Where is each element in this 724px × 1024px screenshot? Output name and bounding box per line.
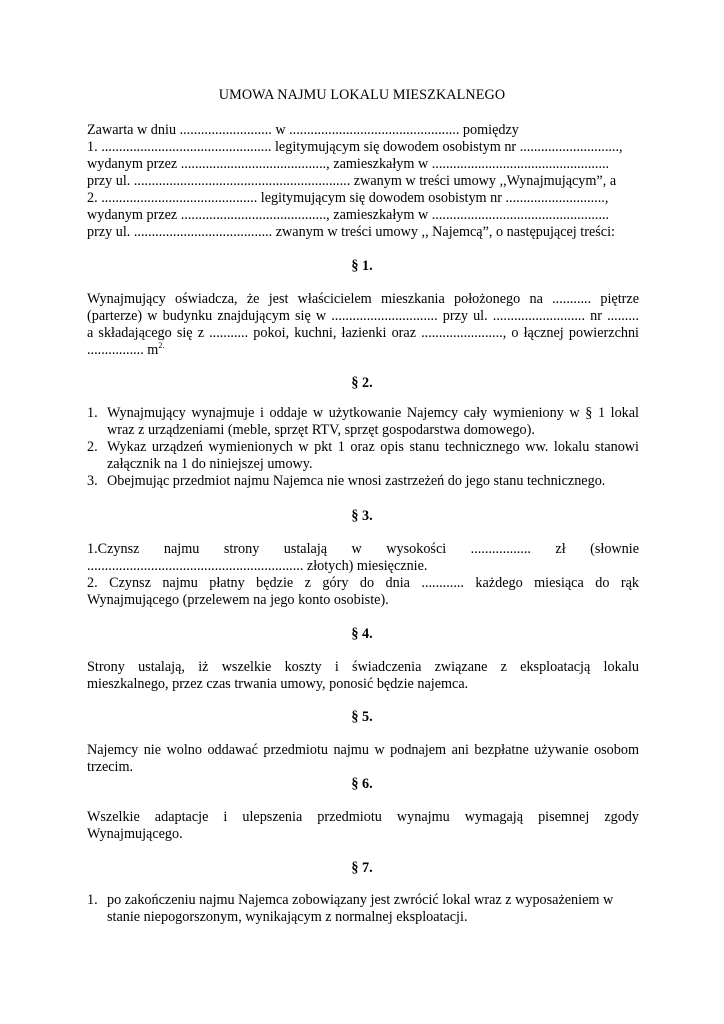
section-6-line: Wynajmującego. bbox=[87, 826, 183, 842]
intro-line: przy ul. ............................................................. zwanym w treści umowy ,,Wynajmującym”, a bbox=[87, 173, 617, 189]
intro-line: 1. ................................................ legitymującym się dowodem osobistym nr ............................, bbox=[87, 139, 623, 155]
list-item: załącznik na 1 do niniejszej umowy. bbox=[107, 456, 313, 472]
section-1-line: ................ $m^{2.}$ bbox=[87, 341, 165, 358]
list-number: 2. bbox=[87, 439, 98, 455]
document-title: UMOWA NAJMU LOKALU MIESZKALNEGO bbox=[218, 87, 506, 103]
list-item: Wynajmujący wynajmuje i oddaje w użytkowanie Najemcy cały wymieniony w § 1 lokal bbox=[107, 405, 639, 421]
list-item: wraz z urządzeniami (meble, sprzęt RTV, sprzęt gospodarstwa domowego). bbox=[107, 422, 535, 438]
section-1-line: (parterze) w budynku znajdującym się w .............................. przy ul. .......................... nr ......... bbox=[87, 308, 639, 324]
list-number: 1. bbox=[87, 405, 98, 421]
section-heading-2: § 2. bbox=[351, 375, 373, 391]
list-number: 1. bbox=[87, 892, 98, 908]
section-3-line: 1.Czynsz najmu strony ustalają w wysokości ................. zł (słownie bbox=[87, 541, 639, 557]
list-item: po zakończeniu najmu Najemca zobowiązany jest zwrócić lokal wraz z wyposażeniem w bbox=[107, 892, 614, 908]
section-4-line: Strony ustalają, iż wszelkie koszty i świadczenia związane z eksploatacją lokalu bbox=[87, 659, 639, 675]
section-heading-4: § 4. bbox=[351, 626, 373, 642]
list-item: Wykaz urządzeń wymienionych w pkt 1 oraz opis stanu technicznego ww. lokalu stanowi bbox=[107, 439, 639, 455]
intro-line: Zawarta w dniu .......................... w ................................................ pomiędzy bbox=[87, 122, 519, 138]
section-3-line: ............................................................. złotych) miesięcznie. bbox=[87, 558, 428, 574]
section-heading-7: § 7. bbox=[351, 860, 373, 876]
superscript-2: 2. bbox=[158, 341, 165, 350]
section-1-line: Wynajmujący oświadcza, że jest właścicielem mieszkania położonego na ........... piętrze bbox=[87, 291, 639, 307]
section-heading-1: § 1. bbox=[351, 258, 373, 274]
section-5-line: trzecim. bbox=[87, 759, 134, 775]
intro-line: przy ul. ....................................... zwanym w treści umowy ,, Najemcą”, o następującej treści: bbox=[87, 224, 615, 240]
list-number: 3. bbox=[87, 473, 98, 489]
section-5-line: Najemcy nie wolno oddawać przedmiotu najmu w podnajem ani bezpłatne używanie osobom bbox=[87, 742, 639, 758]
list-item: Obejmując przedmiot najmu Najemca nie wnosi zastrzeżeń do jego stanu technicznego. bbox=[107, 473, 606, 489]
section-heading-3: § 3. bbox=[351, 508, 373, 524]
intro-line: wydanym przez ........................................., zamieszkałym w .................................................. bbox=[87, 156, 610, 172]
section-3-line: Wynajmującego (przelewem na jego konto osobiste). bbox=[87, 592, 389, 608]
intro-line: wydanym przez ........................................., zamieszkałym w .................................................. bbox=[87, 207, 610, 223]
section-6-line: Wszelkie adaptacje i ulepszenia przedmiotu wynajmu wymagają pisemnej zgody bbox=[87, 809, 639, 825]
section-4-line: mieszkalnego, przez czas trwania umowy, ponosić będzie najemca. bbox=[87, 676, 469, 692]
intro-line: 2. ............................................ legitymującym się dowodem osobistym nr ............................, bbox=[87, 190, 609, 206]
section-heading-5: § 5. bbox=[351, 709, 373, 725]
section-3-line: 2. Czynsz najmu płatny będzie z góry do dnia ............ każdego miesiąca do rąk bbox=[87, 575, 639, 591]
section-heading-6: § 6. bbox=[351, 776, 373, 792]
list-item: stanie niepogorszonym, wynikającym z normalnej eksploatacji. bbox=[107, 909, 468, 925]
section-1-line: a składającego się z ........... pokoi, kuchni, łazienki oraz ......................., o łącznej powierzchni bbox=[87, 325, 639, 341]
